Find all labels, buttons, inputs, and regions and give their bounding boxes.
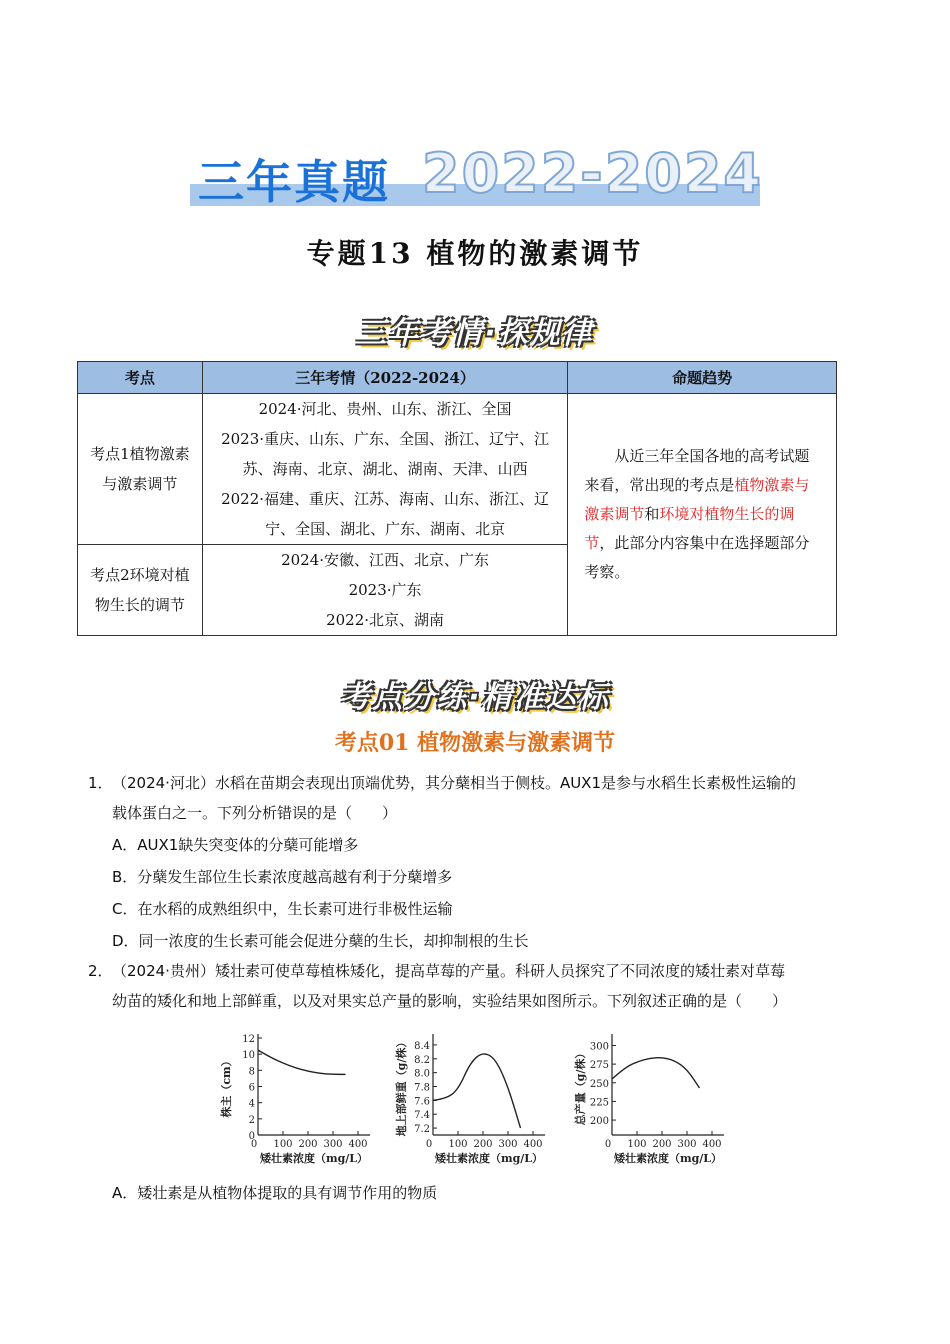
- trend-text-part: ，此部分内容集中在选择题部分考察。: [584, 534, 810, 581]
- y-axis-label: 地上部鲜重（g/株）: [395, 1036, 408, 1137]
- years-line: 2022·福建、重庆、江苏、海南、山东、浙江、辽宁、全国、湖北、广东、湖南、北京: [221, 490, 550, 538]
- x-tick-label: 400: [702, 1139, 722, 1150]
- option-a: A．AUX1缺失突变体的分蘖可能增多: [112, 836, 359, 854]
- option-d: D．同一浓度的生长素可能会促进分蘖的生长，却抑制根的生长: [112, 932, 529, 950]
- y-tick-label: 7.2: [414, 1124, 430, 1136]
- question-1: [88, 768, 878, 828]
- y-tick-label: 8.2: [414, 1054, 430, 1066]
- y-tick-label: 250: [589, 1078, 609, 1090]
- question-stem: [88, 768, 878, 828]
- x-tick-label: 300: [677, 1139, 697, 1150]
- option-a: A．矮壮素是从植物体提取的具有调节作用的物质: [112, 1184, 438, 1202]
- y-tick-label: 8: [248, 1066, 255, 1078]
- chart-plant-height: [220, 1034, 370, 1165]
- topic-cell: 考点1植物激素与激素调节: [78, 394, 203, 545]
- y-tick-label: 200: [589, 1116, 609, 1128]
- question-stem: [88, 956, 878, 1016]
- trend-highlight: 植物激素与激素调节: [584, 476, 810, 523]
- trend-highlight: 环境对植物生长的调节: [584, 505, 795, 552]
- table-header-row: [78, 362, 837, 394]
- charts-figure: [220, 1030, 740, 1170]
- y-tick-label: 4: [248, 1098, 255, 1110]
- years-cell: [202, 545, 567, 636]
- question-number: 2．: [88, 962, 113, 980]
- x-axis-label: 矮壮素浓度（mg/L）: [434, 1152, 544, 1165]
- table-row: [78, 394, 837, 545]
- y-tick-label: 6: [248, 1082, 255, 1094]
- y-tick-label: 8.0: [414, 1068, 430, 1080]
- y-tick-label: 8.4: [414, 1040, 430, 1052]
- knowledge-point-heading: 考点01 植物激素与激素调节: [334, 730, 616, 756]
- y-tick-label: 300: [589, 1041, 609, 1053]
- x-axis-label: 矮壮素浓度（mg/L）: [259, 1152, 369, 1165]
- option-b: B．分蘖发生部位生长素浓度越高越有利于分蘖增多: [112, 868, 453, 886]
- years-line: 2022·北京、湖南: [326, 611, 445, 629]
- chart-fresh-weight: [394, 1034, 545, 1165]
- y-axis-label: 总产量（g/株）: [574, 1047, 587, 1126]
- banner-title-cn: 三年真题: [198, 155, 390, 209]
- option-c: C．在水稻的成熟组织中，生长素可进行非极性运输: [112, 900, 453, 918]
- y-tick-label: 10: [242, 1050, 255, 1062]
- table-header-cell: 考点: [78, 362, 203, 394]
- y-tick-label: 225: [589, 1097, 609, 1109]
- x-tick-label: 200: [298, 1139, 318, 1150]
- topic-cell: 考点2环境对植物生长的调节: [78, 545, 203, 636]
- table-header-cell: 命题趋势: [568, 362, 837, 394]
- question-2: [88, 956, 878, 1016]
- stem-line: （2024·河北）水稻在苗期会表现出顶端优势，其分蘖相当于侧枝。AUX1是参与水稻生长素极性运输的: [112, 774, 797, 792]
- x-tick-label: 100: [448, 1139, 468, 1150]
- x-tick-label: 300: [498, 1139, 518, 1150]
- years-line: 2024·河北、贵州、山东、浙江、全国: [258, 400, 512, 418]
- stem-line: （2024·贵州）矮壮素可使草莓植株矮化，提高草莓的产量。科研人员探究了不同浓度的矮壮素对草莓: [112, 962, 785, 980]
- x-tick-label: 200: [652, 1139, 672, 1150]
- question-number: 1．: [88, 774, 113, 792]
- x-tick-label: 100: [273, 1139, 293, 1150]
- x-tick-label: 0: [250, 1139, 258, 1150]
- x-axis-label: 矮壮素浓度（mg/L）: [613, 1152, 723, 1165]
- y-tick-label: 0: [248, 1131, 255, 1142]
- x-tick-label: 400: [523, 1139, 543, 1150]
- header-banner: [190, 142, 763, 209]
- x-tick-label: 0: [425, 1139, 433, 1150]
- y-tick-label: 7.8: [414, 1082, 430, 1094]
- banner-years: 2022-2024: [422, 142, 763, 205]
- trend-cell: [568, 394, 837, 636]
- stem-line: 幼苗的矮化和地上部鲜重，以及对果实总产量的影响，实验结果如图所示。下列叙述正确的是（ ）: [112, 992, 788, 1010]
- trend-text-part: 从近三年全国各地的高考试题来看，常出现的考点是: [584, 447, 810, 494]
- table-header-cell: 三年考情（2022-2024）: [202, 362, 567, 394]
- chart-total-yield: [573, 1034, 724, 1165]
- y-tick-label: 7.4: [414, 1110, 430, 1122]
- y-tick-label: 12: [242, 1034, 255, 1045]
- years-line: 2023·广东: [348, 581, 422, 599]
- years-line: 2024·安徽、江西、北京、广东: [281, 551, 490, 569]
- x-tick-label: 400: [348, 1139, 368, 1150]
- series-line: [258, 1050, 346, 1074]
- x-tick-label: 200: [473, 1139, 493, 1150]
- x-tick-label: 300: [323, 1139, 343, 1150]
- y-tick-label: 275: [589, 1060, 609, 1072]
- y-tick-label: 7.6: [414, 1096, 430, 1108]
- section-banner-practice: 考点分练·精准达标: [340, 680, 610, 715]
- trend-text: [584, 442, 820, 587]
- x-tick-label: 100: [627, 1139, 647, 1150]
- stem-line: 载体蛋白之一。下列分析错误的是（ ）: [112, 804, 398, 822]
- y-tick-label: 2: [248, 1114, 255, 1126]
- exam-trend-table: [77, 361, 837, 636]
- years-cell: [202, 394, 567, 545]
- y-axis-label: 株主（cm）: [220, 1055, 233, 1118]
- series-line: [433, 1054, 521, 1128]
- document-title: 专题13 植物的激素调节: [306, 237, 644, 270]
- x-tick-label: 0: [604, 1139, 612, 1150]
- trend-text-part: 和: [644, 505, 660, 523]
- section-banner-trends: 三年考情·探规律: [356, 316, 594, 351]
- series-line: [612, 1058, 700, 1088]
- years-line: 2023·重庆、山东、广东、全国、浙江、辽宁、江苏、海南、北京、湖北、湖南、天津、山西: [221, 430, 550, 478]
